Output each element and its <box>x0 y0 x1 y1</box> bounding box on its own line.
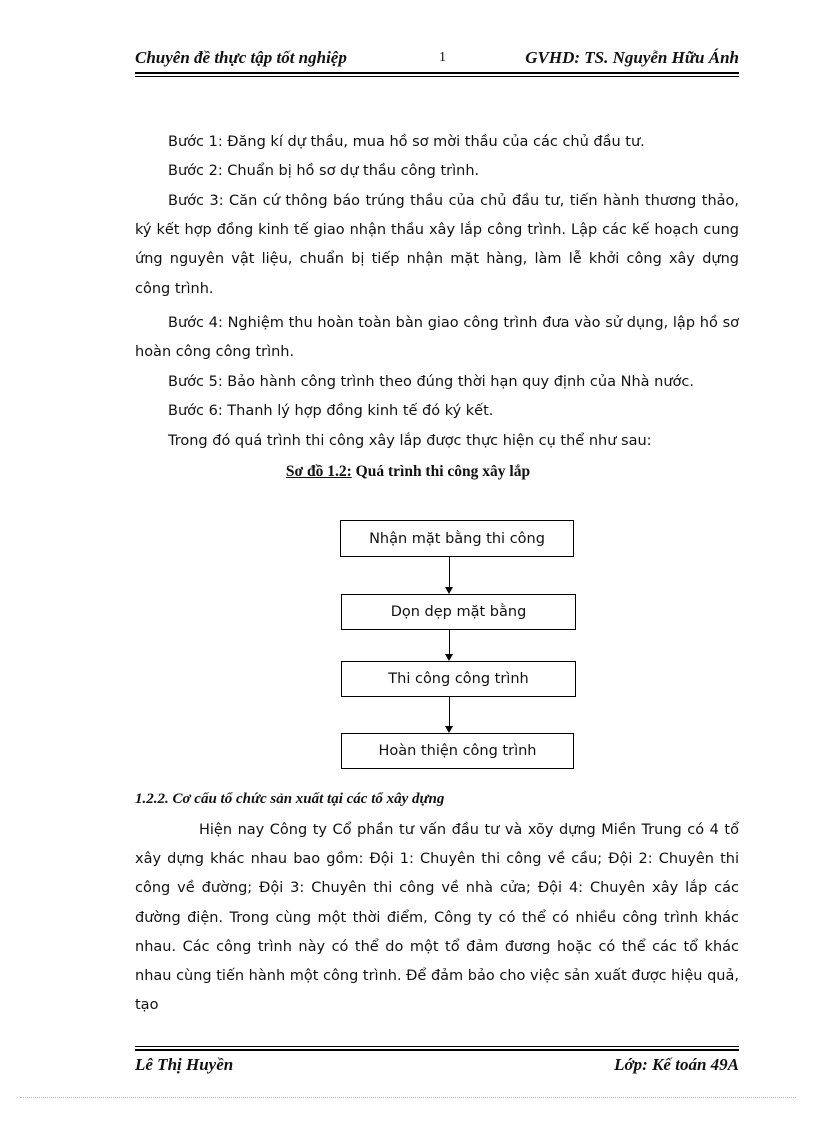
step-2: Bước 2: Chuẩn bị hồ sơ dự thầu công trình. <box>168 163 480 179</box>
flow-box-2 <box>341 594 576 630</box>
flow-box-2-label: Dọn dẹp mặt bằng <box>390 604 527 620</box>
flow-box-3-label: Thi công công trình <box>388 671 529 687</box>
step-6: Bước 6: Thanh lý hợp đồng kinh tế đó ký kết. <box>168 403 494 419</box>
intro-text: Trong đó quá trình thi công xây lắp được thực hiện cụ thể như sau: <box>168 433 652 449</box>
document-title: Chuyên đề thực tập tốt nghiệp <box>135 48 347 67</box>
footer-rule-thick <box>135 1049 739 1051</box>
footer-rule-thin <box>135 1046 739 1047</box>
diagram-caption <box>0 463 816 481</box>
header-rule-thick <box>135 72 739 74</box>
flow-box-3 <box>341 661 576 697</box>
flow-box-1 <box>340 520 574 557</box>
step-1: Bước 1: Đăng kí dự thầu, mua hồ sơ mời thầu của các chủ đầu tư. <box>168 134 645 150</box>
flow-arrowhead-2 <box>445 654 453 661</box>
step-3: Bước 3: Căn cứ thông báo trúng thầu của chủ đầu tư, tiến hành thương thảo, ký kết hợp đồng kinh tế giao nhận thầu xây lắp công trình. Lập các kế hoạch cung ứng nguyên vật liệu, chuẩn bị tiếp nhận mặt hàng, làm lễ khởi công xây dựng công trình. <box>135 193 739 297</box>
flow-box-4 <box>341 733 574 769</box>
supervisor: GVHD: TS. Nguyễn Hữu Ánh <box>525 48 739 67</box>
diagram-caption-label: Sơ đồ 1.2: <box>285 463 352 480</box>
page-number: 1 <box>439 50 446 65</box>
diagram-caption-title: Quá trình thi công xây lắp <box>355 463 531 480</box>
flow-box-1-label: Nhận mặt bằng thi công <box>369 530 545 547</box>
flow-arrow-1 <box>449 557 450 587</box>
author-name: Lê Thị Huyền <box>135 1055 234 1074</box>
section-heading: 1.2.2. Cơ cấu tổ chức sản xuất tại các tổ xây dựng <box>135 791 445 807</box>
header-rule-thin <box>135 76 739 77</box>
step-5: Bước 5: Bảo hành công trình theo đúng thời hạn quy định của Nhà nước. <box>168 374 694 390</box>
flow-arrow-3 <box>449 697 450 726</box>
flow-arrowhead-3 <box>445 726 453 733</box>
step-4: Bước 4: Nghiệm thu hoàn toàn bàn giao công trình đưa vào sử dụng, lập hồ sơ hoàn công công trình. <box>135 315 739 361</box>
page-bottom-dotted-line <box>20 1097 796 1098</box>
section-body: Hiện nay Công ty Cổ phần tư vấn đầu tư và xõy dựng Miền Trung có 4 tổ xây dựng khác nhau bao gồm: Đội 1: Chuyên thi công về cầu; Đội 2: Chuyên thi công về đường; Đội 3: Chuyên thi công về nhà cửa; Đội 4: Chuyên xây lắp các đường điện. Trong cùng một thời điểm, Công ty có thể có nhiều công trình khác nhau. Các công trình này có thể do một tổ đảm đương hoặc có thể các tổ khác nhau cùng tiến hành một công trình. Để đảm bảo cho việc sản xuất được hiệu quả, tạo <box>135 822 739 1014</box>
flow-box-4-label: Hoàn thiện công trình <box>378 743 537 759</box>
flow-arrow-2 <box>449 630 450 654</box>
page-header <box>135 48 739 72</box>
flow-arrowhead-1 <box>445 587 453 594</box>
class-name: Lớp: Kế toán 49A <box>614 1055 739 1074</box>
page-footer <box>135 1055 739 1077</box>
